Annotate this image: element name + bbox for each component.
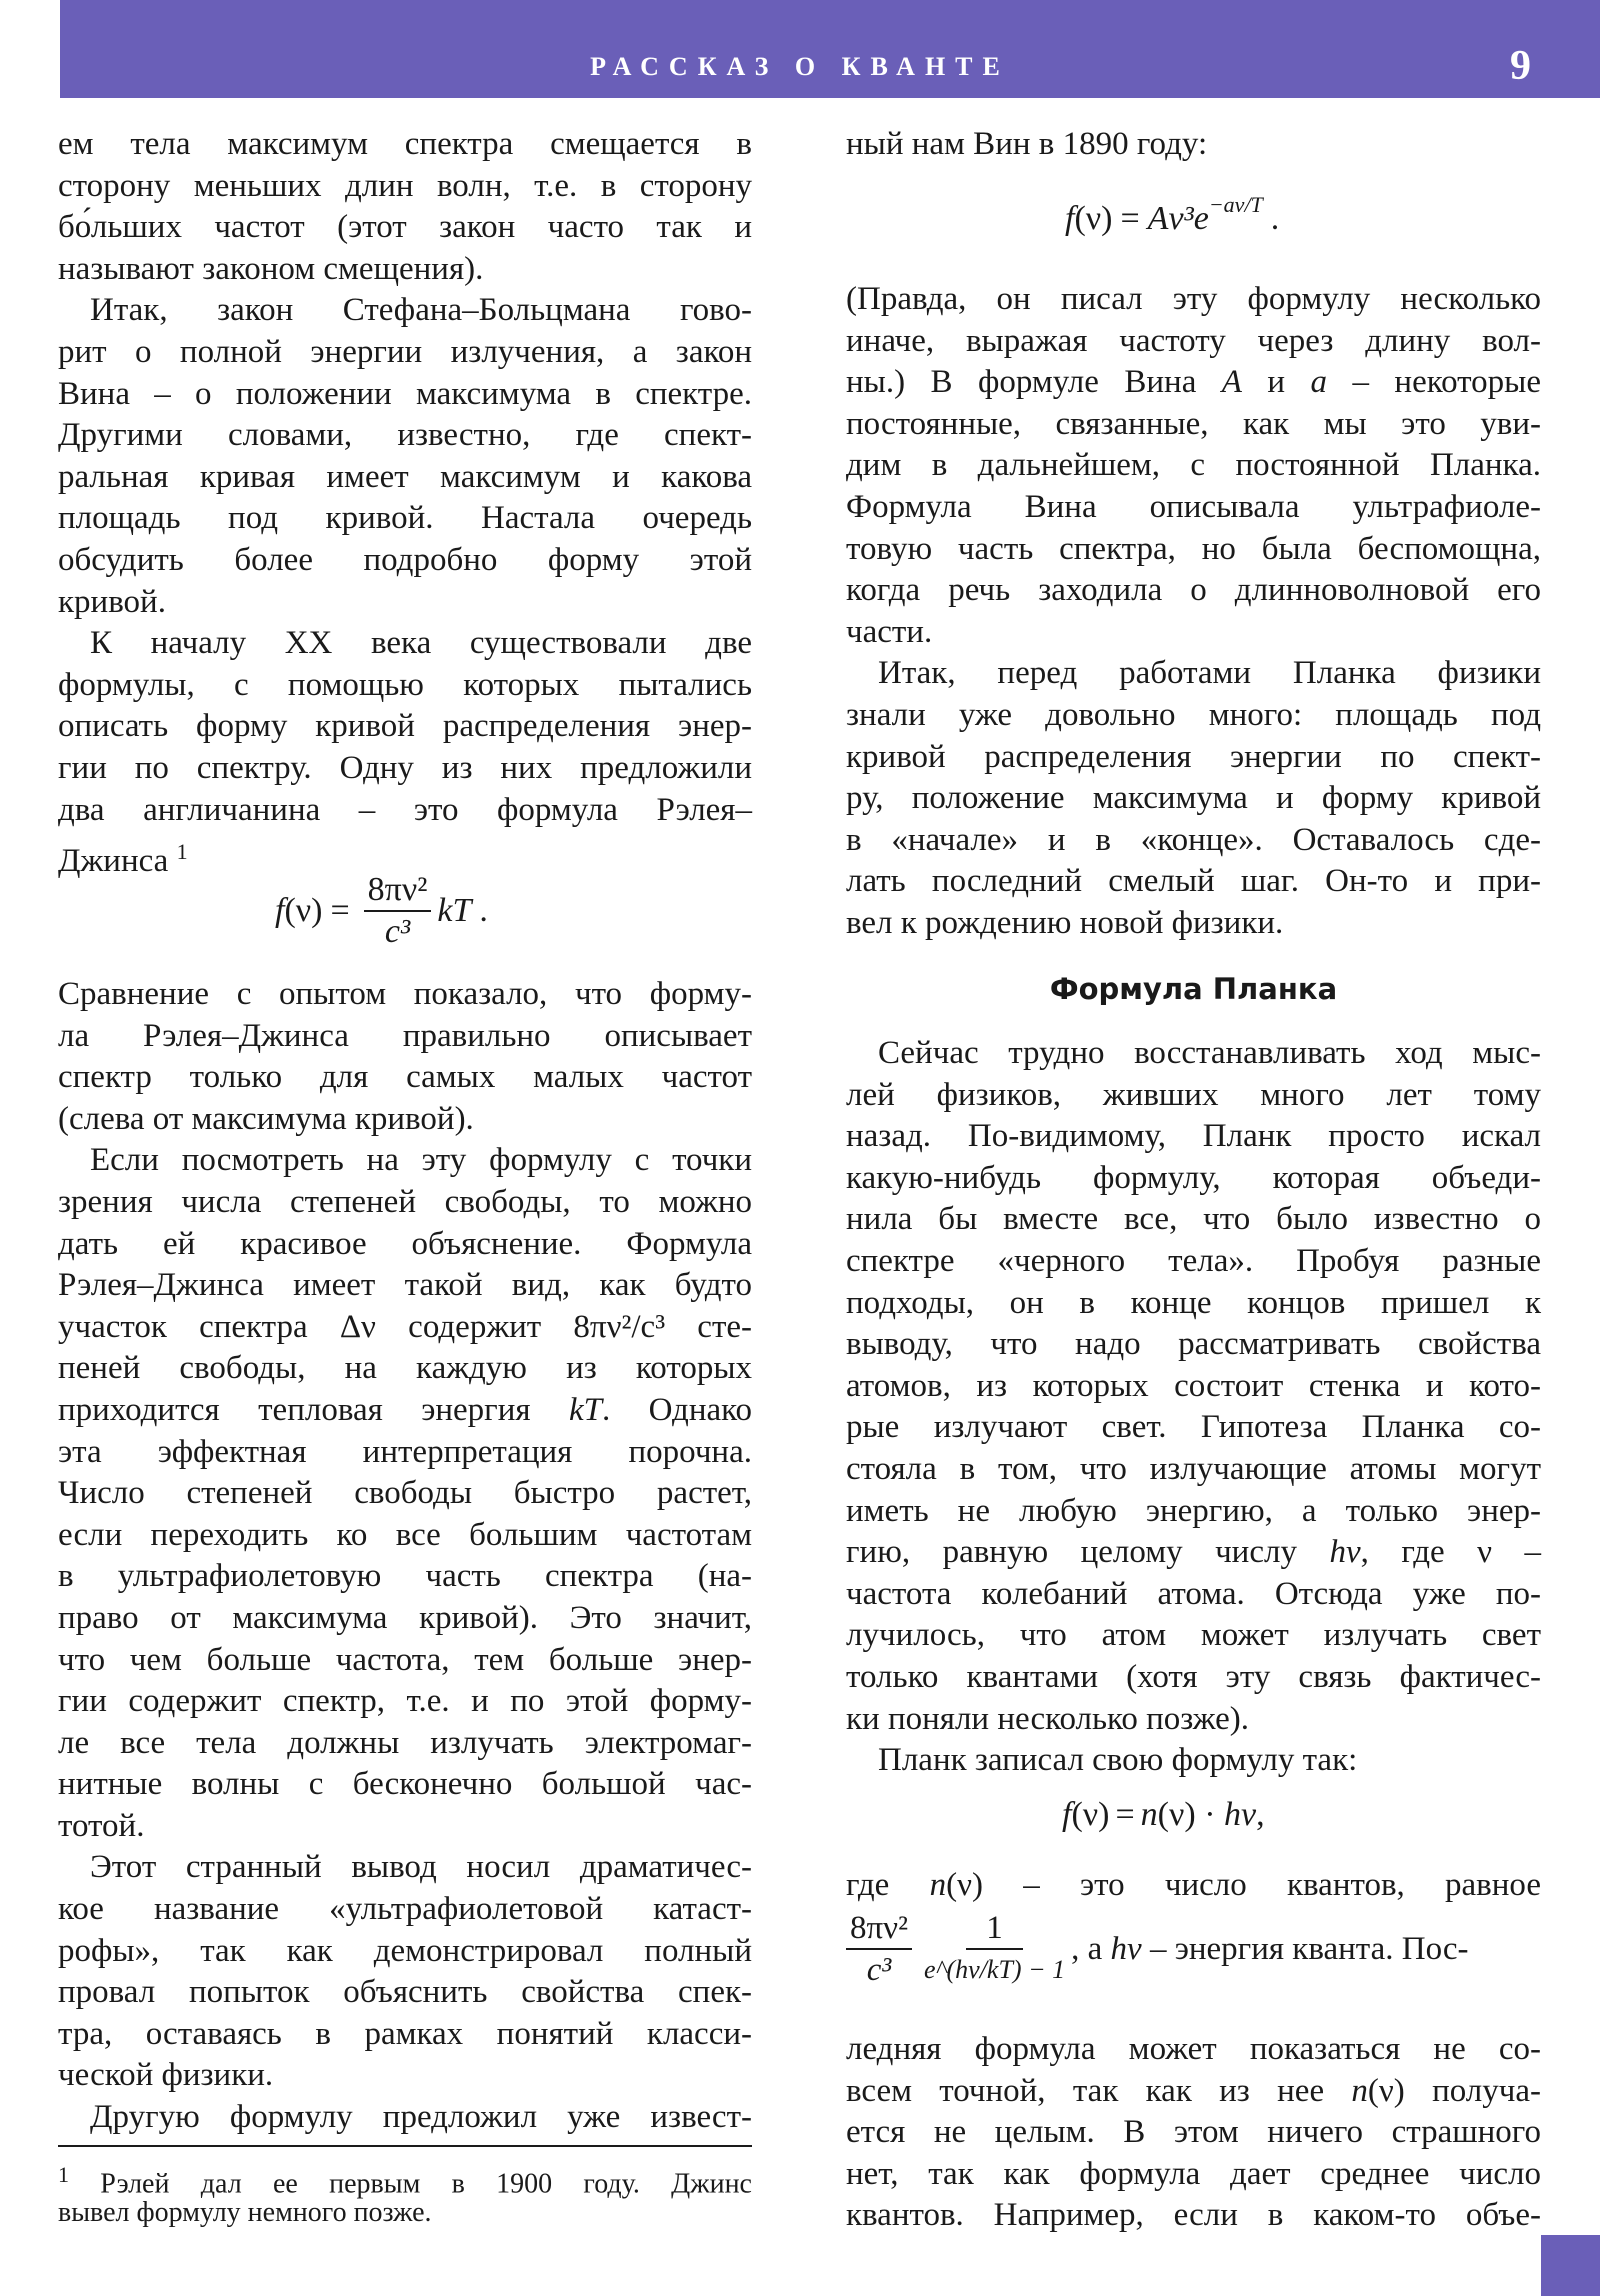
text-line	[846, 1865, 1541, 1907]
formula-numerator: 8πν²	[364, 870, 432, 912]
text-segment: приходится тепловая энергия	[58, 1391, 569, 1428]
text-line: Если посмотреть на эту формулу с точки	[90, 1142, 752, 1179]
text-line: когда речь заходила о длинноволновой его	[846, 572, 1541, 609]
right-column-part4	[846, 2029, 1541, 2237]
text-line: гии содержит спектр, т.е. и по этой форму-	[58, 1683, 752, 1720]
formula-lhs: f	[1065, 200, 1075, 237]
text-segment: Δν	[339, 1308, 376, 1345]
formula-denominator: c³	[384, 913, 411, 950]
section-heading: Формула Планка	[1049, 972, 1338, 1006]
text-line: ки поняли несколько позже).	[846, 1700, 1249, 1737]
header-band	[60, 0, 1600, 98]
text-line: части.	[846, 613, 933, 650]
text-line	[58, 831, 752, 880]
text-line: сторону меньших длин волн, т.е. в сторону	[58, 167, 752, 204]
footnote	[58, 2156, 752, 2232]
fraction-after: , а	[1071, 1930, 1111, 1967]
formula-eq: =	[330, 892, 350, 929]
text-line: дим в дальнейшем, с постоянной Планка.	[846, 447, 1541, 484]
text-segment: участок спектра	[58, 1308, 340, 1345]
math-symbol: a	[1310, 364, 1328, 401]
text-line: Итак, перед работами Планка физики	[878, 655, 1541, 692]
left-column-part1	[58, 124, 752, 880]
text-line: спектре «черного тела». Пробуя разные	[846, 1242, 1541, 1279]
formula-end: ,	[1256, 1796, 1265, 1833]
paragraph	[846, 1740, 1541, 1782]
text-line: гии по спектру. Одну из них предложили	[58, 749, 752, 786]
text-line	[58, 1390, 752, 1432]
text-line: нитные волны с бесконечно большой час-	[58, 1766, 752, 1803]
text-line: пеней свободы, на каждую из которых	[58, 1350, 752, 1387]
text-segment: Рэлей дал ее первым в 1900 году. Джинс	[69, 2168, 752, 2200]
text-line: ный нам Вин в 1890 году:	[846, 126, 1208, 162]
formula-dot: ·	[1195, 1796, 1225, 1833]
page-number: 9	[1510, 43, 1531, 89]
text-line: только квантами (хотя эту связь фактичес-	[846, 1658, 1541, 1695]
paragraph	[58, 2097, 752, 2139]
math-symbol: hν	[1329, 1534, 1361, 1571]
text-line: описать форму кривой распределения энер-	[58, 708, 752, 745]
footnote-marker: 1	[58, 2162, 69, 2187]
text-line: иначе, выражая частоту через длину вол-	[846, 322, 1541, 359]
text-line: рит о полной энергии излучения, а закон	[58, 333, 752, 370]
text-line: стояла в том, что излучающие атомы могут	[846, 1450, 1541, 1487]
text-line	[846, 1532, 1541, 1574]
text-line	[846, 362, 1541, 404]
text-line: Этот странный вывод носил драматичес-	[90, 1849, 752, 1886]
math-symbol: n	[1351, 2072, 1368, 2109]
text-segment: – некоторые	[1327, 364, 1541, 401]
running-title: РАССКАЗ О КВАНТЕ	[590, 52, 1010, 81]
formula-fraction	[364, 870, 432, 952]
formula-body: Aν³e	[1147, 200, 1209, 237]
text-line	[846, 2071, 1541, 2113]
text-line: Рэлея–Джинса имеет такой вид, как будто	[58, 1267, 752, 1304]
text-line: если переходить ко все большим частотам	[58, 1516, 752, 1553]
paragraph	[58, 974, 752, 1140]
text-line: тра, оставаясь в рамках понятий класси-	[58, 2015, 752, 2052]
text-line: право от максимума кривой). Это значит,	[58, 1599, 752, 1636]
text-line: называют законом смещения).	[58, 250, 484, 287]
paragraph	[58, 290, 752, 623]
page-corner-tab	[1541, 2235, 1600, 2296]
footnote-line: вывел формулу немного позже.	[58, 2197, 432, 2228]
math-symbol: n	[929, 1867, 947, 1903]
text-line: площадь под кривой. Настала очередь	[58, 500, 752, 537]
fraction-2-denominator: e^(hν/kT) − 1	[923, 1955, 1066, 1984]
planck-formula	[1062, 1796, 1265, 1834]
text-line: (Правда, он писал эту формулу несколько	[846, 281, 1541, 317]
text-line: ется не целым. В этом ничего страшного	[846, 2114, 1541, 2151]
text-line: ла Рэлея–Джинса правильно описывает	[58, 1017, 752, 1054]
wien-formula	[1065, 192, 1280, 238]
text-line: Сравнение с опытом показало, что форму-	[58, 976, 752, 1012]
text-line: бо́льших частот (этот закон часто так и	[58, 209, 752, 246]
paragraph	[58, 124, 752, 290]
text-segment: . Однако	[601, 1391, 752, 1428]
text-line: знали уже довольно много: площадь под	[846, 696, 1541, 733]
text-line: выводу, что надо рассматривать свойства	[846, 1326, 1541, 1363]
paragraph	[58, 1847, 752, 2097]
text-line: Формула Вина описывала ультрафиоле-	[846, 488, 1541, 525]
fraction-2-numerator: 1	[966, 1908, 1023, 1950]
paragraph	[846, 653, 1541, 944]
formula-eq: =	[1120, 200, 1140, 237]
text-line: Вина – о положении максимума в спектре.	[58, 375, 752, 412]
text-line: подходы, он в конце концов пришел к	[846, 1284, 1541, 1321]
text-segment: содержит	[375, 1308, 574, 1345]
rayleigh-jeans-formula	[275, 870, 488, 952]
formula-narg: (ν)	[1157, 1796, 1196, 1833]
right-column-part3	[846, 1033, 1541, 1782]
left-column-part2	[58, 974, 752, 2139]
text-line: Сейчас трудно восстанавливать ход мыс-	[878, 1035, 1541, 1071]
text-segment: всем точной, так как из нее	[846, 2072, 1352, 2109]
text-line: лей физиков, живших много лет тому	[846, 1076, 1541, 1113]
text-line: спектр только для самых малых частот	[58, 1059, 752, 1096]
formula-lhs: f	[275, 892, 285, 929]
text-line: Число степеней свободы быстро растет,	[58, 1475, 752, 1512]
text-line: обсудить более подробно форму этой	[58, 541, 752, 578]
text-line: два англичанина – это формула Рэлея–	[58, 791, 752, 828]
text-line: кривой распределения энергии по спект-	[846, 738, 1541, 775]
footnote-marker: 1	[176, 839, 188, 865]
text-line: нет, так как формула дает среднее число	[846, 2155, 1541, 2192]
text-line: Планк записал свою формулу так:	[878, 1742, 1358, 1779]
text-line: ледняя формула может показаться не со-	[846, 2031, 1541, 2067]
text-line: рые излучают свет. Гипотеза Планка со-	[846, 1409, 1541, 1446]
text-line: иметь не любую энергию, а только энер-	[846, 1492, 1541, 1529]
formula-end: .	[1270, 200, 1280, 237]
text-segment: Джинса	[58, 843, 177, 880]
formula-n: n	[1140, 1796, 1158, 1833]
text-line: лучилось, что атом может излучать свет	[846, 1617, 1541, 1654]
fraction-rest: – энергия кванта. Пос-	[1141, 1930, 1469, 1967]
paragraph	[846, 279, 1541, 653]
text-line: ральная кривая имеет максимум и какова	[58, 458, 752, 495]
math-symbol: kT	[568, 1391, 602, 1428]
text-line: провал попыток объяснить свойства спек-	[58, 1974, 752, 2011]
text-line: вел к рождению новой физики.	[846, 904, 1284, 941]
paragraph	[846, 2029, 1541, 2237]
right-column-part2	[846, 279, 1541, 945]
text-line: в ультрафиолетовую часть спектра (на-	[58, 1558, 752, 1595]
text-line: формулы, с помощью которых пытались	[58, 666, 752, 703]
fraction-2	[924, 1908, 1065, 1990]
text-line: зрения числа степеней свободы, то можно	[58, 1183, 752, 1220]
text-line: в «начале» и в «конце». Оставалось сде-	[846, 821, 1541, 858]
fraction-hv: hν	[1110, 1930, 1142, 1967]
text-line	[58, 1307, 752, 1349]
text-segment: 8πν²/c³	[573, 1308, 666, 1345]
formula-tail: kT	[437, 892, 472, 929]
text-line: ческой физики.	[58, 2057, 274, 2094]
math-symbol: A	[1221, 364, 1242, 401]
text-line: кое название «ультрафиолетовой катаст-	[58, 1891, 752, 1928]
text-line: рофы», так как демонстрировал полный	[58, 1932, 752, 1969]
text-line: ру, положение максимума и форму кривой	[846, 780, 1541, 817]
text-line: эта эффектная интерпретация порочна.	[58, 1433, 752, 1470]
text-line: товую часть спектра, но была беспомощна,	[846, 530, 1541, 567]
text-line: кривой.	[58, 583, 166, 620]
text-line: атомов, из которых состоит стенка и кото-	[846, 1367, 1541, 1404]
footnote-line	[58, 2156, 752, 2200]
formula-end: .	[479, 892, 488, 929]
text-line: К началу XX века существовали две	[90, 625, 752, 662]
formula-arg: (ν)	[1074, 200, 1113, 237]
text-line: Другими словами, известно, где спект-	[58, 417, 752, 454]
text-segment: гию, равную целому числу	[846, 1534, 1330, 1571]
text-line: нила бы вместе все, что было известно о	[846, 1201, 1541, 1238]
text-line: квантов. Например, если в каком-то объе-	[846, 2197, 1541, 2234]
formula-hv: hν	[1224, 1796, 1257, 1833]
text-segment: и	[1241, 364, 1311, 401]
formula-arg: (ν)	[284, 892, 323, 929]
where-line-block	[846, 1865, 1541, 1907]
text-line: тотой.	[58, 1807, 145, 1844]
text-segment: (ν) – это число квантов, равное	[946, 1867, 1541, 1903]
text-line: назад. По-видимому, Планк просто искал	[846, 1118, 1541, 1155]
formula-arg: (ν)	[1071, 1796, 1110, 1833]
formula-lhs: f	[1062, 1796, 1072, 1833]
fraction-1-numerator: 8πν²	[846, 1908, 912, 1950]
formula-eq: =	[1115, 1796, 1135, 1833]
text-line: лать последний смелый шаг. Он-то и при-	[846, 863, 1541, 900]
text-line: постоянные, связанные, как мы это уви-	[846, 405, 1541, 442]
paragraph	[58, 1140, 752, 1847]
fraction-1	[846, 1908, 912, 1990]
paragraph	[846, 1033, 1541, 1740]
text-line: ле все тела должны излучать электромаг-	[58, 1724, 752, 1761]
text-segment: где	[846, 1867, 930, 1903]
right-column-part1	[846, 124, 1541, 166]
text-line: какую-нибудь формулу, которая объеди-	[846, 1159, 1541, 1196]
formula-exponent: −aν/T	[1208, 192, 1263, 217]
text-line: Итак, закон Стефана–Больцмана гово-	[90, 292, 752, 329]
footnote-rule	[58, 2145, 752, 2147]
text-segment: (ν) получа-	[1367, 2072, 1541, 2109]
text-line: Другую формулу предложил уже извест-	[90, 2099, 752, 2136]
text-line: (слева от максимума кривой).	[58, 1100, 474, 1137]
text-segment: , где ν –	[1360, 1534, 1542, 1571]
text-segment: ны.) В формуле Вина	[846, 364, 1222, 401]
fraction-1-denominator: c³	[866, 1952, 892, 1988]
text-line: что чем больше частота, тем больше энер-	[58, 1641, 752, 1678]
text-line: ем тела максимум спектра смещается в	[58, 126, 752, 162]
paragraph	[846, 124, 1541, 166]
text-line: дать ей красивое объяснение. Формула	[58, 1225, 752, 1262]
text-line: частота колебаний атома. Отсюда уже по-	[846, 1575, 1541, 1612]
quanta-number-formula	[846, 1908, 1469, 1990]
text-segment: сте-	[665, 1308, 752, 1345]
paragraph	[58, 623, 752, 880]
